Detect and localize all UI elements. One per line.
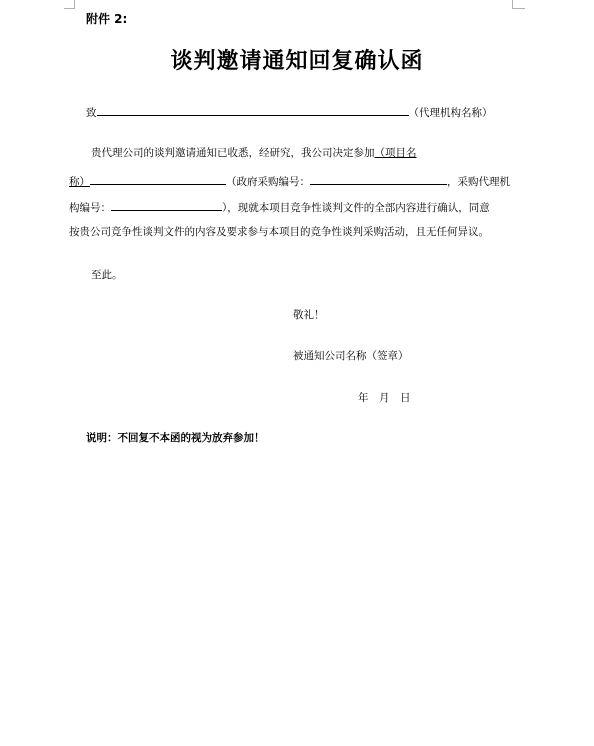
crop-mark-top-left [64,0,75,9]
body-line-4 [69,225,489,239]
signer-text: 被通知公司名称（签章） [293,350,409,362]
crop-mark-top-right [512,0,525,9]
body-line-4-text: 按贵公司竞争性谈判文件的内容及要求参与本项目的竞争性谈判采购活动，且无任何异议。 [69,226,489,238]
body-line-3-text: ），现就本项目竞争性谈判文件的全部内容进行确认，同意 [222,202,490,214]
note-text: 说明：不回复不本函的视为放弃参加！ [86,432,265,444]
addressee-line [86,103,493,120]
agency-name-blank [97,103,409,116]
project-name-open: （项目名 [374,147,417,159]
project-name-close: 称） [69,176,90,188]
gov-purchase-number-blank [310,172,447,185]
gov-purchase-label: （政府采购编号： [226,176,310,188]
page-title: 谈判邀请通知回复确认函 [170,49,424,74]
agency-number-label-2: 构编号： [69,202,111,214]
addressee-prefix: 致 [86,107,97,119]
agency-number-label: ，采购代理机 [447,176,510,188]
body-line-2 [69,172,510,189]
project-name-blank [90,172,226,185]
salutation-text: 敬礼！ [293,309,325,321]
attachment-label: 附件 2: [86,12,128,26]
body-line-3 [69,198,490,215]
closing-text: 至此。 [91,269,123,281]
body-line-1 [91,146,417,160]
date-text: 年 月 日 [358,392,411,404]
addressee-suffix: （代理机构名称） [408,107,493,119]
agency-number-blank [111,198,222,211]
body-line-1-text: 贵代理公司的谈判邀请通知已收悉，经研究，我公司决定参加 [91,147,375,159]
